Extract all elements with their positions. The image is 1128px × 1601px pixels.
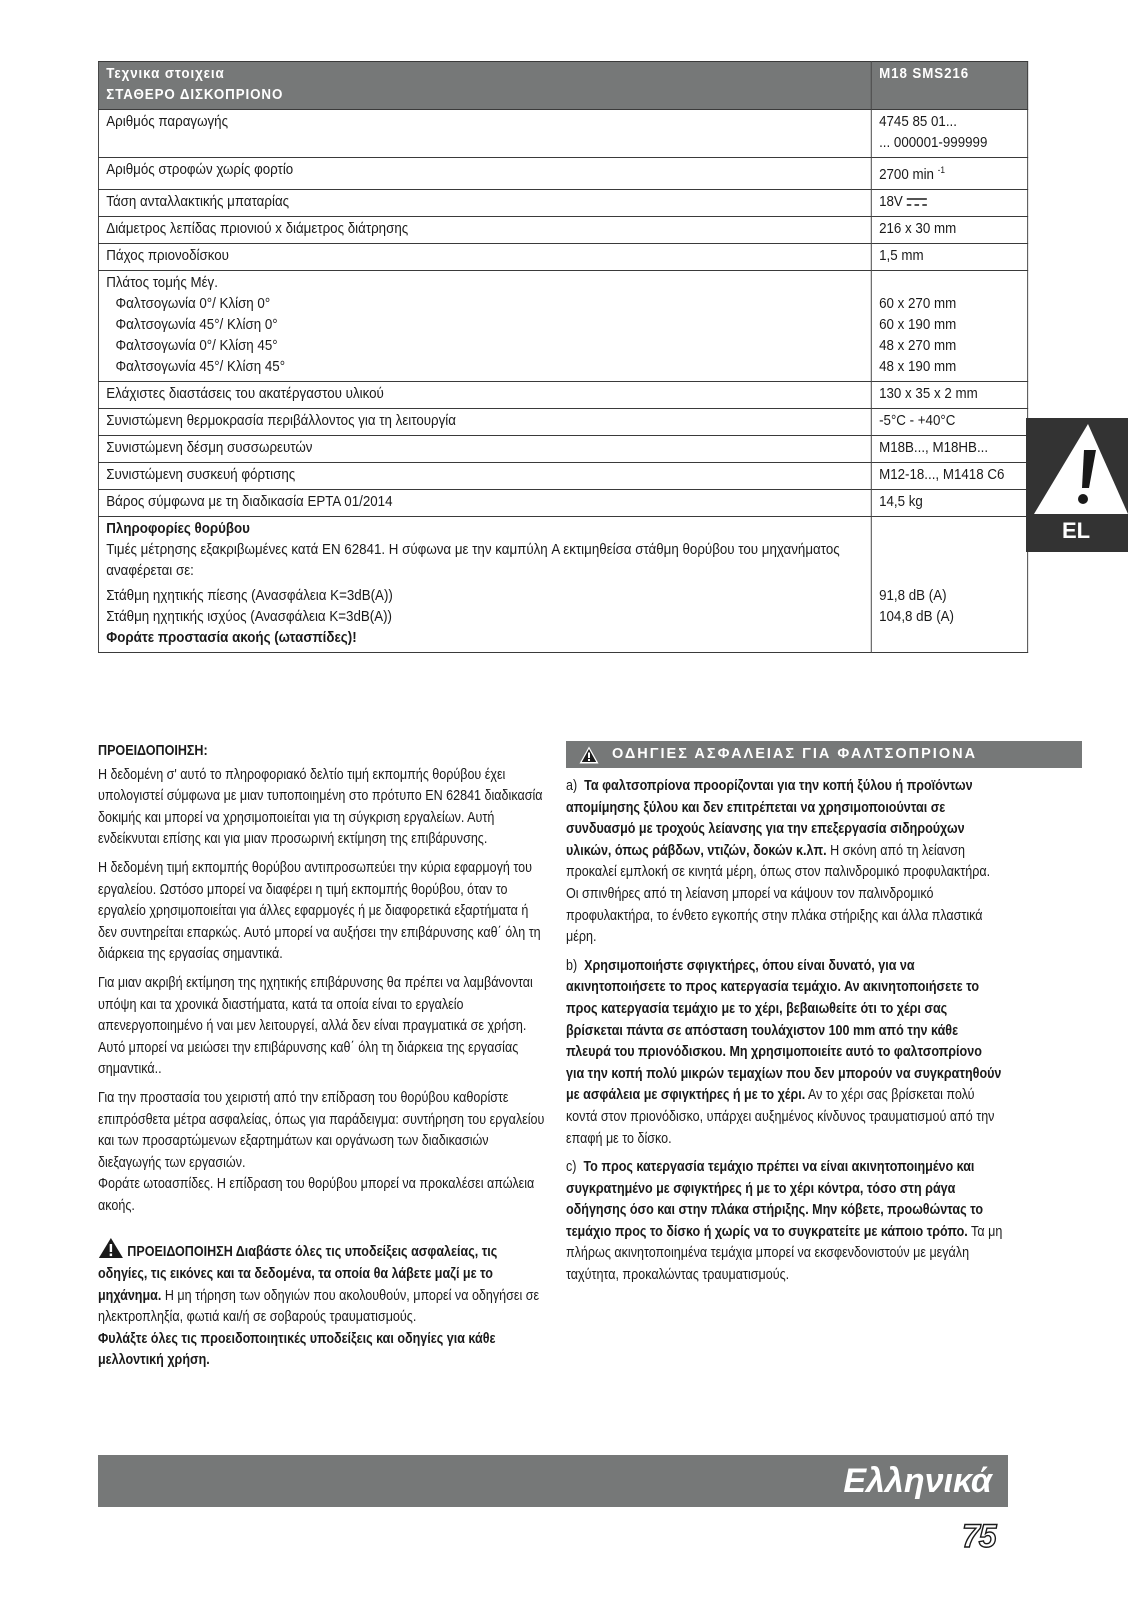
language-code: EL [1061, 518, 1091, 543]
model-name: M18 SMS216 [871, 62, 1027, 110]
row-label: Πάχος πριονοδίσκου [98, 243, 871, 270]
row-value: 216 x 30 mm [871, 216, 1027, 243]
cut-width-value: 60 x 270 mm [879, 295, 957, 312]
cut-width-label: Φαλτσογωνία 45°/ Κλίση 0° [115, 316, 278, 333]
safety-section-title: ΟΔΗΓΙΕΣ ΑΣΦΑΛΕΙΑΣ ΓΙΑ ΦΑΛΤΣΟΠΡΙΟΝΑ [612, 745, 978, 762]
sound-power-value: 104,8 dB (A) [879, 608, 954, 625]
noise-values [871, 516, 1027, 652]
noise-warning-column [98, 741, 546, 1379]
table-header-row [98, 62, 1027, 110]
row-value: 130 x 35 x 2 mm [871, 381, 1027, 408]
cut-width-row [98, 270, 1027, 381]
footer-language-bar [98, 1455, 1008, 1507]
noise-info [98, 516, 871, 652]
cut-width-label: Φαλτσογωνία 0°/ Κλίση 45° [115, 337, 278, 354]
item-bold-text: Το προς κατεργασία τεμάχιο πρέπει να είναι ακινητοποιημένο και συγκρατημένο με σφιγκτήρες ή με το χέρι κόντρα, τόσο στη ράγα οδήγησης όσο και στην πλάκα στήριξης. Μην κόβετε, προωθώντας το τεμάχιο προς το δίσκο ή χωρίς να το συγκρατείτε με κάποιο τρόπο. [566, 1159, 984, 1240]
row-label: Τάση ανταλλακτικής μπαταρίας [98, 189, 871, 216]
item-letter: b) [566, 957, 578, 974]
row-label: Συνιστώμενη θερμοκρασία περιβάλλοντος για τη λειτουργία [98, 408, 871, 435]
cut-width-labels [98, 270, 871, 381]
item-bold-text: Χρησιμοποιήστε σφιγκτήρες, όπου είναι δυνατό, για να ακινητοποιήσετε το προς κατεργασία τεμάχιο. Αν ακινητοποιήσετε το προς κατεργασία τεμάχιο με το χέρι, βεβαιωθείτε ότι το χέρι σας βρίσκεται πάντα σε απόσταση τουλάχιστον 100 mm από την κάθε πλευρά του πριονόδισκου. Μη χρησιμοποιείτε αυτό το φαλτσοπρίονο για την κοπή πολύ μικρών τεμαχίων που δεν μπορούν να συγκρατηθούν με ασφάλεια με σφιγκτήρες ή με το χέρι. [566, 957, 1002, 1104]
warning-triangle-icon [579, 746, 599, 764]
serial-range: ... 000001-999999 [879, 135, 988, 151]
table-subtitle: ΣΤΑΘΕΡΟ ΔΙΣΚΟΠΡΙΟΝΟ [106, 87, 284, 103]
row-value: -5°C - +40°C [871, 408, 1027, 435]
row-value [871, 110, 1027, 158]
item-letter: a) [566, 778, 578, 794]
table-row [98, 462, 1027, 489]
table-title: Τεχνικα στοιχεια [106, 66, 225, 82]
item-text: Αν το χέρι σας βρίσκεται πολύ κοντά στον πριονόδισκο, υπάρχει αυξημένος κίνδυνος τραυματισμού από την επαφή με το δίσκο. [566, 1087, 995, 1147]
row-label: Διάμετρος λεπίδας πριονιού x διάμετρος διάτρησης [98, 216, 871, 243]
item-text: Τα μη πλήρως ακινητοποιημένα τεμάχια μπορεί να εκσφενδονιστούν με μεγάλη ταχύτητα, προκαλώντας τραυματισμούς. [566, 1223, 1003, 1284]
row-label: Αριθμός παραγωγής [98, 110, 871, 158]
cut-width-values [871, 270, 1027, 381]
sound-power-label: Στάθμη ηχητικής ισχύος (Ανασφάλεια K=3dB(A)) [106, 608, 392, 625]
cut-width-value: 60 x 190 mm [879, 316, 957, 333]
general-warning-bold: ΠΡΟΕΙΔΟΠΟΙΗΣΗ Διαβάστε όλες τις υποδείξεις ασφαλείας, τις οδηγίες, τις εικόνες και τα δεδομένα, τα οποία θα λάβετε μαζί με το μηχάνημα. [98, 1244, 498, 1304]
sound-pressure-label: Στάθμη ηχητικής πίεσης (Ανασφάλεια K=3dB(A)) [106, 587, 393, 604]
table-title-cell [98, 62, 871, 110]
table-row [98, 158, 1027, 190]
noise-row [98, 516, 1027, 652]
row-label: Συνιστώμενη δέσμη συσσωρευτών [98, 435, 871, 462]
keep-instructions-note: Φυλάξτε όλες τις προειδοποιητικές υποδείξεις και οδηγίες για κάθε μελλοντική χρήση. [98, 1330, 496, 1369]
cut-width-value: 48 x 270 mm [879, 337, 957, 354]
warning-triangle-icon [98, 1237, 124, 1259]
safety-instructions-column [566, 741, 1082, 1294]
safety-item [566, 776, 1003, 949]
table-row [98, 489, 1027, 516]
row-value: 14,5 kg [871, 489, 1027, 516]
speed-unit-exponent: -1 [937, 165, 946, 175]
table-row [98, 435, 1027, 462]
row-label: Ελάχιστες διαστάσεις του ακατέργαστου υλικού [98, 381, 871, 408]
item-text: Η σκόνη από τη λείανση προκαλεί εμπλοκή σε κινητά μέρη, όπως στον παλινδρομικό προφυλακτήρα. Οι σπινθήρες από τη λείανση μπορεί να κάψουν τον παλινδρομικό προφυλακτήρα, το ένθετο εγκοπής στην πλάκα στήριξης και άλλα πλαστικά μέρη. [566, 842, 991, 946]
technical-data-table [98, 61, 1028, 653]
cut-width-value: 48 x 190 mm [879, 358, 957, 375]
item-bold-text: Τα φαλτσοπρίονα προορίζονται για την κοπή ξύλου ή προϊόντων απομίμησης ξύλου και δεν επιτρέπεται να χρησιμοποιούνται σε συνδυασμό με τροχούς λείανσης για την επεξεργασία σιδηρούχων υλικών, όπως ράβδων, ντιζών, δοκών κ.λπ. [566, 778, 973, 859]
table-row [98, 381, 1027, 408]
page-number: 75 [962, 1518, 996, 1554]
safety-item [566, 1157, 1003, 1287]
row-value [871, 158, 1027, 190]
cut-width-label: Φαλτσογωνία 0°/ Κλίση 0° [115, 295, 271, 312]
row-value: M12-18..., M1418 C6 [871, 462, 1027, 489]
serial-prefix: 4745 85 01... [879, 114, 957, 130]
general-warning [98, 1237, 546, 1328]
ear-protection-paragraph: Φοράτε ωτοασπίδες. Η επίδραση του θορύβου μπορεί να προκαλέσει απώλεια ακοής. [98, 1176, 535, 1214]
row-label: Αριθμός στροφών χωρίς φορτίο [98, 158, 871, 190]
safety-item [566, 956, 1003, 1150]
table-row [98, 408, 1027, 435]
row-label: Βάρος σύμφωνα με τη διαδικασία EPTA 01/2014 [98, 489, 871, 516]
voltage-value: 18V [879, 193, 903, 210]
table-row [98, 189, 1027, 216]
noise-paragraph: Για την προστασία του χειριστή από την επίδραση του θορύβου καθορίστε επιπρόσθετα μέτρα ασφαλείας, όπως για παράδειγμα: συντήρηση του εργαλείου και των προσαρτώμενων εξαρτημάτων και οργάνωση των διαδικασιών διεξαγωγής των εργασιών. [98, 1089, 545, 1171]
dc-symbol-icon [907, 197, 927, 207]
cut-width-label: Φαλτσογωνία 45°/ Κλίση 45° [115, 358, 286, 375]
table-row [98, 110, 1027, 158]
noise-paragraph: Η δεδομένη σ' αυτό το πληροφοριακό δελτίο τιμή εκπομπής θορύβου έχει υπολογιστεί σύμφωνα με μιαν τυποποιημένη στο πρότυπο EN 62841 διαδικασία δοκιμής και μπορεί να χρησιμοποιείται για τη σύγκριση εργαλείων. Αυτή ενδείκνυται επίσης και για μιαν προσωρινή εκτίμηση της επιβάρυνσης. [98, 766, 543, 848]
noise-title: Πληροφορίες θορύβου [106, 520, 250, 537]
noise-paragraph: Η δεδομένη τιμή εκπομπής θορύβου αντιπροσωπεύει την κύρια εφαρμογή του εργαλείου. Ωστόσο μπορεί να διαφέρει η τιμή εκπομπής θορύβου, όταν το εργαλείο χρησιμοποιείται για άλλες εφαρμογές ή με διαφορετικά εξαρτήματα ή δεν συντηρείται επαρκώς. Αυτό μπορεί να αυξήσει την επιβάρυνσης καθ΄ όλη τη διάρκεια της εργασίας σημαντικά. [98, 859, 541, 963]
row-value: 1,5 mm [871, 243, 1027, 270]
row-value: M18B..., M18HB... [871, 435, 1027, 462]
row-value [871, 189, 1027, 216]
hearing-protection-note: Φοράτε προστασία ακοής (ωτασπίδες)! [106, 629, 357, 646]
table-row [98, 243, 1027, 270]
noise-paragraph: Για μιαν ακριβή εκτίμηση της ηχητικής επιβάρυνσης θα πρέπει να λαμβάνονται υπόψη και τα χρονικά διαστήματα, κατά τα οποία είναι το εργαλείο απενεργοποιημένο ή ναι μεν λειτουργεί, αλλά δεν είναι πραγματικά σε χρήση. Αυτό μπορεί να μειώσει την επιβάρυνσης καθ΄ όλη τη διάρκεια της εργασίας σημαντικά.. [98, 974, 533, 1078]
noise-intro: Τιμές μέτρησης εξακριβωμένες κατά EN 62841. Η σύφωνα με την καμπύλη A εκτιμηθείσα στάθμη θορύβου του μηχανήματος αναφέρεται σε: [106, 541, 840, 579]
cut-width-title: Πλάτος τομής Μέγ. [106, 274, 218, 291]
speed-value: 2700 min [879, 166, 934, 183]
sound-pressure-value: 91,8 dB (A) [879, 587, 947, 604]
safety-section-header [566, 741, 1082, 768]
item-letter: c) [566, 1159, 577, 1176]
warning-heading: ΠΡΟΕΙΔΟΠΟΙΗΣΗ: [98, 743, 208, 759]
general-warning-text: Η μη τήρηση των οδηγιών που ακολουθούν, μπορεί να οδηγήσει σε ηλεκτροπληξία, φωτιά και/ή σε σοβαρούς τραυματισμούς. [98, 1287, 540, 1326]
footer-language: Ελληνικά [843, 1462, 992, 1500]
table-row [98, 216, 1027, 243]
row-label: Συνιστώμενη συσκευή φόρτισης [98, 462, 871, 489]
